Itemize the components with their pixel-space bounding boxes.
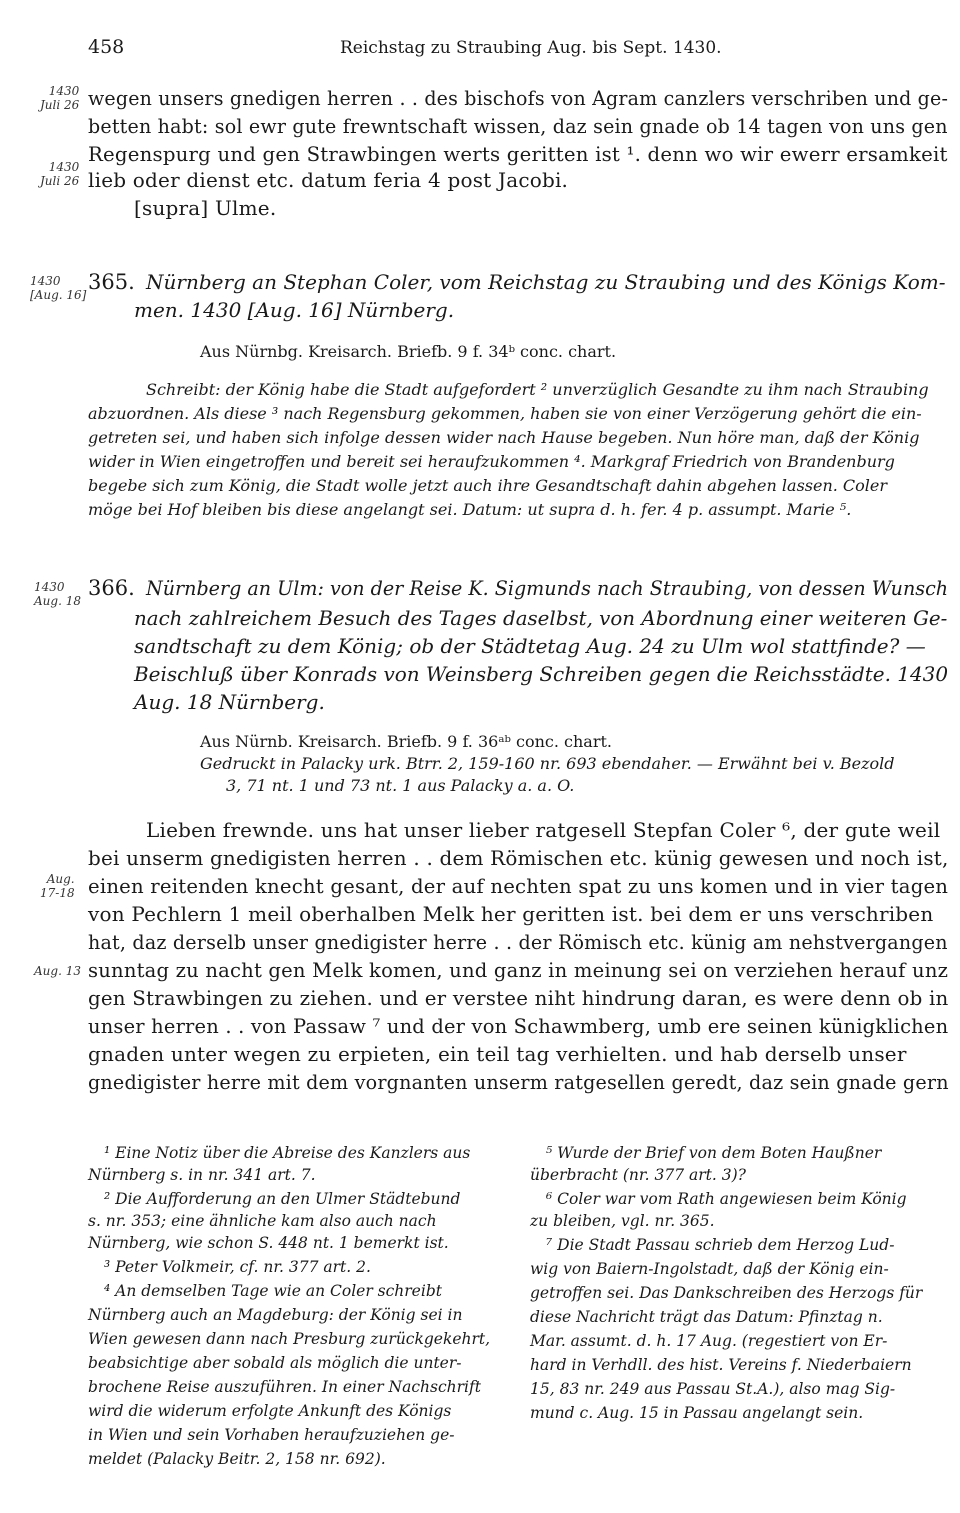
text-line: Regenspurg und gen Strawbingen werts geritten ist ¹. denn wo wir ewerr ersamkeit: [88, 142, 948, 166]
text-line: lieb oder dienst etc. datum feria 4 post Jacobi.: [88, 168, 569, 192]
footnote-line: 15, 83 nr. 249 aus Passau St.A.), also mag Sig-: [530, 1380, 896, 1398]
text-line: von Pechlern 1 meil oberhalben Melk her geritten ist. bei dem er uns verschriben: [88, 902, 934, 926]
regest-line: Schreibt: der König habe die Stadt aufgefordert ² unverzüglich Gesandte zu ihm nach Straubing: [146, 380, 929, 399]
footnote-line: ¹ Eine Notiz über die Abreise des Kanzlers aus: [104, 1144, 471, 1162]
entry-heading-line: Beischluß über Konrads von Weinsberg Schreiben gegen die Reichsstädte. 1430: [134, 662, 949, 686]
text-line: [supra] Ulme.: [134, 196, 277, 220]
source-note: Gedruckt in Palacky urk. Btrr. 2, 159-160 nr. 693 ebendaher. — Erwähnt bei v. Bezold: [200, 754, 895, 773]
footnote-line: getroffen sei. Das Dankschreiben des Herzogs für: [530, 1284, 923, 1302]
regest-line: getreten sei, und haben sich infolge dessen wider nach Hause begeben. Nun höre man, daß der König: [88, 428, 920, 447]
footnote-line: Nürnberg s. in nr. 341 art. 7.: [88, 1166, 316, 1184]
source-note: Aus Nürnb. Kreisarch. Briefb. 9 f. 36ᵃᵇ conc. chart.: [200, 732, 612, 751]
footnote-line: ⁷ Die Stadt Passau schrieb dem Herzog Lud-: [546, 1236, 895, 1254]
margin-date: 1430 Aug. 18: [34, 580, 81, 608]
entry-heading-line: nach zahlreichem Besuch des Tages daselbst, von Abordnung einer weiteren Ge-: [134, 606, 948, 630]
margin-date: 1430 Juli 26: [40, 84, 80, 112]
entry-number: 365.: [88, 270, 135, 294]
footnote-line: wig von Baiern-Ingolstadt, daß der König ein-: [530, 1260, 889, 1278]
footnote-line: Wien gewesen dann nach Presburg zurückgekehrt,: [88, 1330, 491, 1348]
footnote-line: Nürnberg, wie schon S. 448 nt. 1 bemerkt ist.: [88, 1234, 449, 1252]
regest-line: möge bei Hof bleiben bis diese angelangt sei. Datum: ut supra d. h. fer. 4 p. assumpt. Marie ⁵.: [88, 500, 852, 519]
text-line: gnedigister herre mit dem vorgnanten unserm ratgesellen geredt, daz sein gnade gern: [88, 1070, 949, 1094]
entry-heading-line: men. 1430 [Aug. 16] Nürnberg.: [134, 298, 455, 322]
regest-line: begebe sich zum König, die Stadt wolle jetzt auch ihre Gesandtschaft dahin abgehen lassen. Coler: [88, 476, 888, 495]
text-line: Lieben frewnde. uns hat unser lieber ratgesell Stepfan Coler ⁶, der gute weil: [146, 818, 941, 842]
text-line: sunntag zu nacht gen Melk komen, und ganz in meinung sei on verziehen herauf unz: [88, 958, 949, 982]
source-note: Aus Nürnbg. Kreisarch. Briefb. 9 f. 34ᵇ conc. chart.: [200, 342, 617, 361]
footnote-line: diese Nachricht trägt das Datum: Pfinztag n.: [530, 1308, 883, 1326]
footnote-line: Mar. assumt. d. h. 17 Aug. (regestiert von Er-: [530, 1332, 888, 1350]
footnote-line: ⁶ Coler war vom Rath angewiesen beim König: [546, 1190, 907, 1208]
footnote-line: ³ Peter Volkmeir, cf. nr. 377 art. 2.: [104, 1258, 371, 1276]
text-line: betten habt: sol ewr gute frewntschaft wissen, daz sein gnade ob 14 tagen von uns gen: [88, 114, 948, 138]
entry-number: 366.: [88, 576, 135, 600]
regest-line: abzuordnen. Als diese ³ nach Regensburg gekommen, haben sie von einer Verzögerung gehört die ein-: [88, 404, 922, 423]
text-line: hat, daz derselb unser gnedigister herre . . der Römisch etc. künig am nehstvergangen: [88, 930, 948, 954]
text-line: einen reitenden knecht gesant, der auf nechten spat zu uns komen und in vier tagen: [88, 874, 949, 898]
regest-line: wider in Wien eingetroffen und bereit sei heraufzukommen ⁴. Markgraf Friedrich von Brandenburg: [88, 452, 895, 471]
text-line: bei unserm gnedigisten herren . . dem Römischen etc. künig gewesen und noch ist,: [88, 846, 949, 870]
footnote-line: ² Die Aufforderung an den Ulmer Städtebund: [104, 1190, 461, 1208]
footnote-line: s. nr. 353; eine ähnliche kam also auch nach: [88, 1212, 437, 1230]
entry-heading-line: sandtschaft zu dem König; ob der Städtetag Aug. 24 zu Ulm wol stattfinde? —: [134, 634, 926, 658]
entry-heading-line: Nürnberg an Stephan Coler, vom Reichstag zu Straubing und des Königs Kom-: [146, 270, 946, 294]
footnote-line: zu bleiben, vgl. nr. 365.: [530, 1212, 715, 1230]
source-note: 3, 71 nt. 1 und 73 nt. 1 aus Palacky a. a. O.: [226, 776, 575, 795]
footnote-line: brochene Reise auszuführen. In einer Nachschrift: [88, 1378, 481, 1396]
entry-heading-line: Aug. 18 Nürnberg.: [134, 690, 325, 714]
footnote-line: wird die widerum erfolgte Ankunft des Königs: [88, 1402, 452, 1420]
margin-date: Aug. 17-18: [40, 872, 75, 900]
margin-date: Aug. 13: [34, 964, 81, 978]
margin-date: 1430 Juli 26: [40, 160, 80, 188]
entry-heading-line: Nürnberg an Ulm: von der Reise K. Sigmunds nach Straubing, von dessen Wunsch: [146, 576, 949, 600]
footnote-line: meldet (Palacky Beitr. 2, 158 nr. 692).: [88, 1450, 386, 1468]
page-number: 458: [88, 36, 125, 58]
footnote-line: in Wien und sein Vorhaben heraufzuziehen ge-: [88, 1426, 455, 1444]
footnote-line: hard in Verhdll. des hist. Vereins f. Niederbaiern: [530, 1356, 912, 1374]
footnote-line: überbracht (nr. 377 art. 3)?: [530, 1166, 746, 1184]
footnote-line: beabsichtige aber sobald als möglich die unter-: [88, 1354, 462, 1372]
margin-date: 1430 [Aug. 16]: [30, 274, 87, 302]
footnote-line: Nürnberg auch an Magdeburg: der König sei in: [88, 1306, 463, 1324]
running-title: Reichstag zu Straubing Aug. bis Sept. 1430.: [340, 38, 722, 58]
text-line: wegen unsers gnedigen herren . . des bischofs von Agram canzlers verschriben und ge-: [88, 86, 949, 110]
footnote-line: ⁵ Wurde der Brief von dem Boten Haußner: [546, 1144, 882, 1162]
footnote-line: mund c. Aug. 15 in Passau angelangt sein.: [530, 1404, 864, 1422]
text-line: gnaden unter wegen zu erpieten, ein teil tag verhielten. und hab derselb unser: [88, 1042, 907, 1066]
text-line: unser herren . . von Passaw ⁷ und der von Schawmberg, umb ere seinen künigklichen: [88, 1014, 949, 1038]
text-line: gen Strawbingen zu ziehen. und er verstee niht hindrung daran, es were denn ob in: [88, 986, 949, 1010]
footnote-line: ⁴ An demselben Tage wie an Coler schreibt: [104, 1282, 442, 1300]
